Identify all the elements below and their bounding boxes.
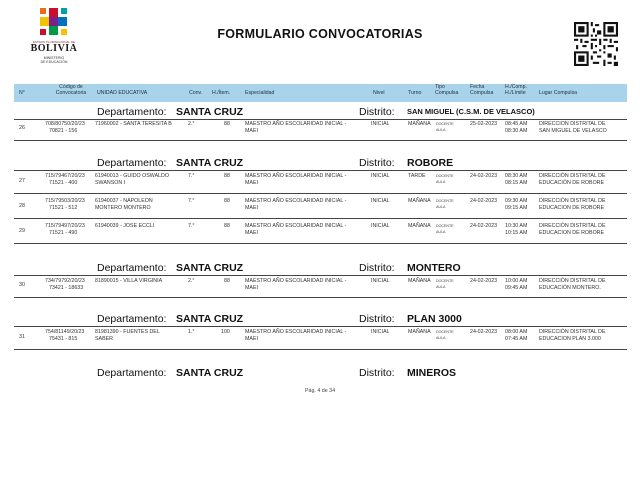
departamento-label: Departamento: [97,313,167,325]
departamento-value: SANTA CRUZ [176,262,244,274]
section-divider [14,326,627,327]
section-divider [14,275,627,276]
page-number: Pág. 4 de 34 [304,388,336,394]
departamento-label: Departamento: [97,367,167,379]
distrito-value: SAN MIGUEL (C.S.M. DE VELASCO) [407,107,535,116]
col-fecha: Fecha Compulsa [470,84,494,96]
distrito-label: Distrito: [359,106,395,118]
departamento-label: Departamento: [97,262,167,274]
logo-tagline: ESTADO PLURINACIONAL DE [32,40,75,44]
distrito-value: ROBORE [407,157,454,169]
section-divider [14,119,627,120]
departamento-value: SANTA CRUZ [176,313,244,325]
section-divider [14,297,627,298]
col-lugar: Lugar Compulsa [539,90,578,96]
col-tipo: Tipo Compulsa [435,84,459,96]
col-especialidad: Especialidad [245,90,275,96]
col-hitem: H./Ítem. [212,90,231,96]
section-divider [14,140,627,141]
col-turno: Turno [408,90,422,96]
departamento-label: Departamento: [97,106,167,118]
col-num: N° [19,90,25,96]
section-divider [14,170,627,171]
section-divider [14,243,627,244]
col-codigo: Código de Convocatoria [55,84,87,96]
row-divider [14,218,627,219]
page-title: FORMULARIO CONVOCATORIAS [217,27,423,41]
distrito-label: Distrito: [359,367,395,379]
col-nivel: Nivel [373,90,385,96]
row-divider [14,193,627,194]
departamento-value: SANTA CRUZ [176,367,244,379]
col-conv: Conv. [189,90,203,96]
distrito-label: Distrito: [359,157,395,169]
bolivia-logo [28,8,80,80]
distrito-value: MINEROS [407,367,457,379]
distrito-value: MONTERO [407,262,461,274]
departamento-label: Departamento: [97,157,167,169]
distrito-value: PLAN 3000 [407,313,462,325]
distrito-label: Distrito: [359,262,395,274]
col-unidad: UNIDAD EDUCATIVA [97,90,148,96]
logo-ministry: MINISTERIO DE EDUCACIÓN [40,56,68,64]
departamento-value: SANTA CRUZ [176,106,244,118]
section-divider [14,349,627,350]
distrito-label: Distrito: [359,313,395,325]
qr-code-icon [574,22,618,66]
col-hcomp: H./Comp. H./Límite [505,84,527,96]
departamento-value: SANTA CRUZ [176,157,244,169]
logo-country: BOLIVIA [30,43,78,54]
table-header [14,84,627,102]
